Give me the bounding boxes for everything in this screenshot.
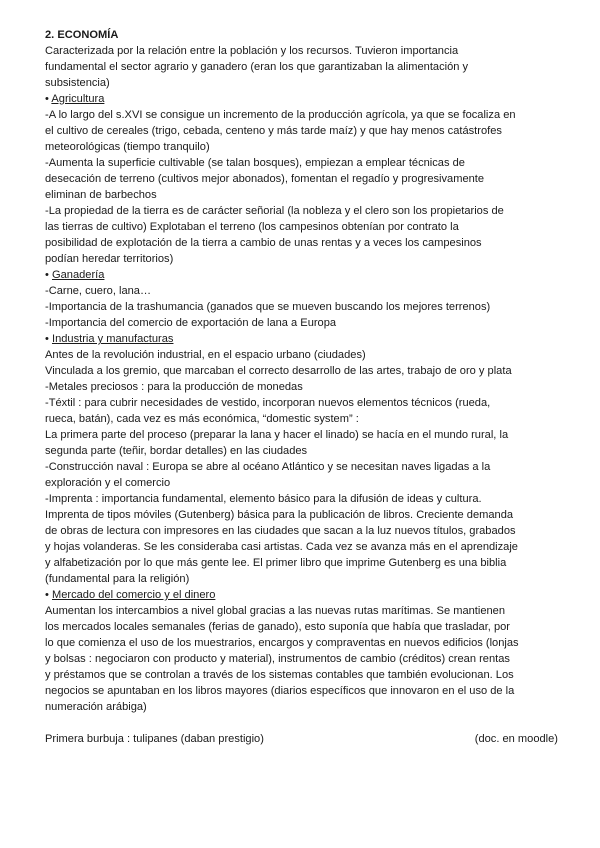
section-line: posibilidad de explotación de la tierra a cambio de unas rentas y a veces los campesinos [45, 237, 482, 249]
section-line: segunda parte (teñir, bordar detalles) en las ciudades [45, 445, 308, 457]
section-line: eliminan de barbechos [45, 189, 157, 201]
section-agricultura [45, 91, 558, 267]
bullet-icon: • [45, 269, 49, 281]
section-line: de obras de lectura con impresores en las ciudades que sacan a la luz nuevos títulos, grabados [45, 525, 516, 537]
section-line: -Construcción naval : Europa se abre al océano Atlántico y se necesitan naves ligadas a la [45, 461, 491, 473]
section-line: -A lo largo del s.XVI se consigue un incremento de la producción agrícola, ya que se focaliza en [45, 109, 516, 121]
section-line: Antes de la revolución industrial, en el espacio urbano (ciudades) [45, 349, 366, 361]
section-line: -Carne, cuero, lana… [45, 285, 152, 297]
section-line: desecación de terreno (cultivos mejor abonados), fomentan el regadío y progresivamente [45, 173, 485, 185]
page-title: 2. ECONOMÍA [45, 29, 119, 41]
section-heading [45, 587, 558, 603]
section-line: Aumentan los intercambios a nivel global gracias a las nuevas rutas marítimas. Se mantienen [45, 605, 506, 617]
intro-line: subsistencia) [45, 77, 110, 89]
section-line: negocios se apuntaban en los libros mayores (diarios específicos que innovaron en el uso de la [45, 685, 515, 697]
section-line: los mercados locales semanales (ferias de ganado), esto suponía que había que trasladar, por [45, 621, 510, 633]
section-heading-text: Industria y manufacturas [51, 333, 174, 345]
section-line: Vinculada a los gremio, que marcaban el correcto desarrollo de las artes, trabajo de oro y plata [45, 365, 512, 377]
section-line: (fundamental para la religión) [45, 573, 190, 585]
section-line: -Imprenta : importancia fundamental, elemento básico para la difusión de ideas y cultura. [45, 493, 482, 505]
section-line: y préstamos que se controlan a través de los sistemas contables que también evolucionan. Los [45, 669, 514, 681]
section-line: numeración arábiga) [45, 701, 147, 713]
section-line: rueca, batán), cada vez es más económica, “domestic system” : [45, 413, 359, 425]
sections-container [45, 91, 558, 715]
intro-line: fundamental el sector agrario y ganadero (eran los que garantizaban la alimentación y [45, 61, 469, 73]
section-line: y alfabetización por lo que más gente lee. El primer libro que imprime Gutenberg es una biblia [45, 557, 507, 569]
footer-left-text: Primera burbuja : tulipanes (daban prestigio) [45, 733, 264, 745]
section-heading [45, 91, 558, 107]
section-line: -Aumenta la superficie cultivable (se talan bosques), empiezan a emplear técnicas de [45, 157, 465, 169]
section-line: -Importancia de la trashumancia (ganados que se mueven buscando los mejores terrenos) [45, 301, 491, 313]
section-line: -La propiedad de la tierra es de carácter señorial (la nobleza y el clero son los propietarios de [45, 205, 504, 217]
section-line: -Téxtil : para cubrir necesidades de vestido, incorporan nuevos elementos técnicos (rueda, [45, 397, 491, 409]
spacer [45, 715, 558, 731]
section-line: meteorológicas (tiempo tranquilo) [45, 141, 210, 153]
section-line: las tierras de cultivo) Explotaban el terreno (los campesinos obtenían por contrato la [45, 221, 459, 233]
intro-paragraph [45, 43, 558, 91]
section-line: lo que comienza el uso de los muestrarios, encargos y compraventas en nuevos edificios (lonjas [45, 637, 519, 649]
section-line: -Importancia del comercio de exportación de lana a Europa [45, 317, 337, 329]
section-line: el cultivo de cereales (trigo, cebada, centeno y más tarde maíz) y que hay menos catástrofes [45, 125, 502, 137]
section-line: -Metales preciosos : para la producción de monedas [45, 381, 303, 393]
section-mercado-del-comercio-y-el-dinero [45, 587, 558, 715]
section-line: Imprenta de tipos móviles (Gutenberg) básica para la publicación de libros. Creciente demanda [45, 509, 514, 521]
section-heading-text: Mercado del comercio y el dinero [51, 589, 216, 601]
section-heading-text: Ganadería [51, 269, 105, 281]
bullet-icon: • [45, 93, 49, 105]
section-line: y bolsas : negociaron con producto y material), instrumentos de cambio (créditos) crean rentas [45, 653, 510, 665]
section-industria-y-manufacturas [45, 331, 558, 587]
section-heading [45, 267, 558, 283]
intro-line: Caracterizada por la relación entre la población y los recursos. Tuvieron importancia [45, 45, 459, 57]
section-heading [45, 331, 558, 347]
section-line: podían heredar territorios) [45, 253, 174, 265]
section-heading-text: Agricultura [51, 93, 105, 105]
section-line: exploración y el comercio [45, 477, 171, 489]
bullet-icon: • [45, 333, 49, 345]
section-ganadería [45, 267, 558, 331]
section-line: La primera parte del proceso (preparar la lana y hacer el linado) se hacía en el mundo rural, la [45, 429, 509, 441]
section-line: y hojas volanderas. Se les consideraba casi artistas. Cada vez se avanza más en el aprendizaje [45, 541, 518, 553]
footer-right-text: (doc. en moodle) [474, 733, 558, 745]
footer-note [45, 731, 558, 747]
bullet-icon: • [45, 589, 49, 601]
